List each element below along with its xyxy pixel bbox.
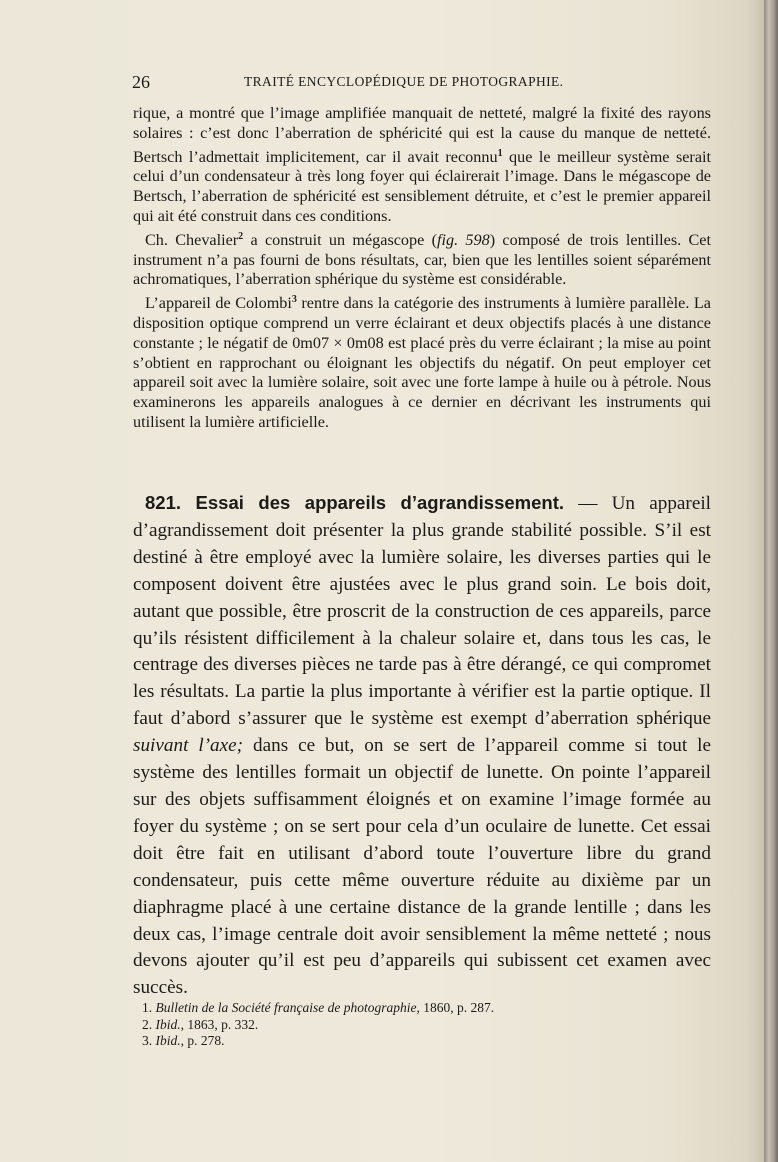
page-number: 26	[132, 72, 150, 92]
section-text: — Un appareil d’agrandissement doit présenter la plus grande stabilité possible. S’il est destiné à être employé avec la lumière solaire, les diverses parties qui le composent doivent être ajustées avec le plus grand soin. Le bois doit, autant que possible, être proscrit de la construction de ces appareils, parce qu’ils résistent difficilement à la chaleur solaire et, dans tous les cas, le centrage des diverses pièces ne tarde pas à être dérangé, ce qui compromet les résultats. La partie la plus importante à vérifier est la partie optique. Il faut d’abord s’assurer que le système est exempt d’aberration sphérique	[133, 493, 711, 730]
section-821	[133, 490, 711, 1002]
footnote-title: Bulletin de la Société française de photographie	[155, 1000, 417, 1015]
paragraph-text: a construit un mégascope (	[243, 230, 437, 249]
footnote-title: Ibid.	[155, 1033, 181, 1048]
footnote-2	[142, 1017, 642, 1034]
paragraph-bertsch	[133, 104, 711, 227]
paragraph-chevalier	[133, 227, 711, 290]
page-edge-shadow	[764, 0, 778, 1162]
footnote-reference: 2	[238, 230, 244, 242]
footnote-3	[142, 1033, 642, 1050]
paragraph-text: Ch. Chevalier	[145, 230, 239, 249]
figure-reference: fig. 598	[437, 230, 490, 249]
footnotes	[142, 1000, 642, 1050]
footnote-number: 3.	[142, 1033, 153, 1048]
footnote-detail: , 1860, p. 287.	[416, 1000, 495, 1015]
emphasized-text: suivant l’axe;	[133, 735, 244, 757]
paragraph-text: L’appareil de Colombi	[145, 294, 292, 313]
footnote-number: 2.	[142, 1016, 153, 1032]
footnote-title: Ibid.	[155, 1016, 181, 1032]
paragraph-text: ) composé de trois lentilles. Cet instrument n’a pas fourni de bons résultats, car, bien que les lentilles soient séparément achromatiques, l’aberration sphérique du système est considérable.	[133, 230, 711, 289]
section-heading: 821. Essai des appareils d’agrandissement.	[145, 492, 565, 513]
running-title: TRAITÉ ENCYCLOPÉDIQUE DE PHOTOGRAPHIE.	[244, 74, 564, 89]
page-header	[132, 72, 712, 96]
footnote-number: 1.	[142, 1000, 153, 1015]
footnote-detail: , p. 278.	[180, 1033, 225, 1048]
section-text: dans ce but, on se sert de l’appareil comme si tout le système des lentilles formait un objectif de lunette. On pointe l’appareil sur des objets suffisamment éloignés et on examine l’image formée au foyer du système ; on se sert pour cela d’un oculaire de lunette. Cet essai doit être fait en utilisant d’abord toute l’ouverture libre du grand condensateur, puis cette même ouverture réduite au dixième par un diaphragme placé à une certaine distance de la grande lentille ; dans les deux cas, l’image centrale doit avoir sensiblement la même netteté ; nous devons ajouter qu’il est peu d’appareils qui subissent cet examen avec succès.	[133, 735, 711, 999]
paragraph-text: rique, a montré que l’image amplifiée manquait de netteté, malgré la fixité des rayons solaires : c’est donc l’aberration de sphéricité qui est la cause du manque de netteté. Bertsch l’admettait implicitement, car il avait reconnu	[133, 104, 711, 166]
paragraph-text: rentre dans la catégorie des instruments à lumière parallèle. La disposition optique comprend un verre éclairant et deux objectifs placés à une distance constante ; le négatif de 0m07 × 0m08 est placé près du verre éclairant ; la mise au point s’obtient en rapprochant ou éloignant les objectifs du négatif. On peut employer cet appareil soit avec la lumière solaire, soit avec une forte lampe à huile ou à pétrole. Nous examinerons les appareils analogues à ce dernier en décrivant les instruments qui utilisent la lumière artificielle.	[133, 294, 711, 431]
paragraph-colombi	[133, 290, 711, 433]
footnote-detail: , 1863, p. 332.	[180, 1016, 259, 1032]
footnote-1	[142, 1000, 642, 1017]
footnote-reference: 1	[497, 147, 503, 159]
section-paragraph	[133, 490, 711, 1002]
footnote-reference: 3	[291, 294, 297, 306]
paragraph-text: que le meilleur système serait celui d’un condensateur à très long foyer qui éclairerait l’image. Dans le mégascope de Bertsch, l’aberration de sphéricité est sensiblement détruite, et c’est le premier appareil qui ait été construit dans ces conditions.	[133, 147, 711, 225]
intro-text	[133, 104, 711, 433]
